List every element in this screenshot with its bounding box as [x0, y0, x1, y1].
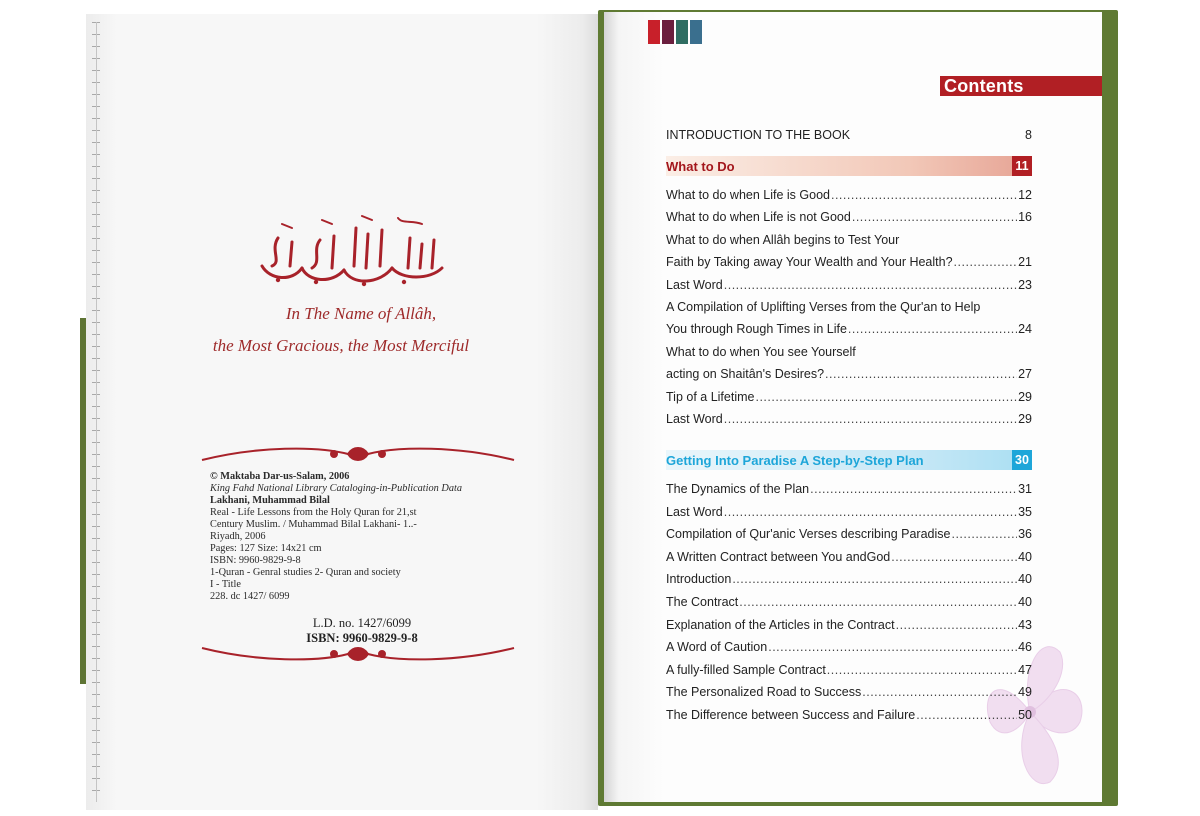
cip-pages: Pages: 127 Size: 14x21 cm [210, 543, 322, 554]
section-2-item-page: 36 [1018, 527, 1032, 542]
section-2-item[interactable] [666, 595, 1032, 613]
section-2-item-title: The Dynamics of the Plan [666, 482, 810, 496]
section-1-item-title: Last Word [666, 277, 723, 292]
section-2-item-page: 35 [1018, 504, 1032, 519]
section-1-item[interactable] [666, 255, 1032, 273]
section-2-item-title: The Difference between Success and Failure [666, 708, 916, 722]
cip-copyright: © Maktaba Dar-us-Salam, 2006 [210, 471, 350, 482]
section-1-item-title: What to do when Life is not Good [666, 210, 851, 225]
section-2-item-page: 40 [1018, 549, 1032, 564]
section-2-item-title: A Written Contract between You andGod [666, 549, 891, 564]
binding-line [96, 22, 97, 802]
section-1-item-title: A Compilation of Uplifting Verses from the Qur'an to Help [666, 300, 981, 314]
section-2-item-leader [724, 505, 1017, 519]
cip-title-line-2: Century Muslim. / Muhammad Bilal Lakhani- 1..- [210, 519, 417, 530]
section-1-item[interactable] [666, 322, 1032, 340]
color-tab-2 [662, 20, 674, 44]
section-2-item-leader [916, 708, 1017, 722]
section-1-item-page: 24 [1018, 322, 1032, 337]
cip-isbn: ISBN: 9960-9829-9-8 [210, 555, 301, 566]
section-2-item-page: 31 [1018, 482, 1032, 496]
section-2-item-title: Introduction [666, 572, 732, 587]
section-1-item[interactable] [666, 300, 1032, 318]
cataloging-data [210, 471, 510, 603]
section-2-item-title: The Personalized Road to Success [666, 685, 862, 700]
contents-heading: Contents [944, 76, 1024, 96]
section-2-item-leader [862, 685, 1017, 699]
section-2-page: 30 [1012, 450, 1032, 470]
bismillah-translation [212, 298, 506, 362]
bismillah-line-1: In The Name of Allâh, [285, 304, 437, 323]
toc-intro-page: 8 [1025, 128, 1032, 142]
section-1-item-title: What to do when You see Yourself [666, 344, 856, 359]
section-2-item-page: 49 [1018, 685, 1032, 700]
section-2-item-leader [896, 618, 1017, 632]
section-2-item[interactable] [666, 572, 1032, 590]
cip-author: Lakhani, Muhammad Bilal [210, 495, 330, 506]
section-1-item[interactable] [666, 345, 1032, 363]
section-1-item-page: 21 [1018, 255, 1032, 270]
section-what-to-do[interactable] [666, 156, 1032, 176]
section-1-item[interactable] [666, 278, 1032, 296]
section-2-item-title: Last Word [666, 504, 723, 519]
section-2-item[interactable] [666, 618, 1032, 636]
section-1-item-page: 12 [1018, 188, 1032, 202]
section-2-item-title: Explanation of the Articles in the Contract [666, 617, 895, 632]
section-1-item-leader [724, 412, 1017, 426]
section-2-item[interactable] [666, 505, 1032, 523]
section-1-item[interactable] [666, 390, 1032, 408]
section-2-item-leader [951, 527, 1017, 541]
section-2-title: Getting Into Paradise A Step-by-Step Plan [666, 452, 924, 468]
section-2-item-page: 47 [1018, 662, 1032, 677]
section-2-item-title: The Contract [666, 595, 739, 609]
section-1-item-leader [825, 367, 1017, 381]
section-2-item-page: 40 [1018, 572, 1032, 587]
section-1-item-title: What to do when Allâh begins to Test Your [666, 232, 900, 247]
section-2-item-page: 46 [1018, 640, 1032, 655]
toc-intro-title: INTRODUCTION TO THE BOOK [666, 128, 851, 142]
bismillah-calligraphy [252, 210, 452, 294]
color-tab-1 [648, 20, 660, 44]
cip-library: King Fahd National Library Cataloging-in-Publication Data [210, 483, 462, 494]
isbn-bottom: ISBN: 9960-9829-9-8 [306, 631, 418, 645]
section-2-item[interactable] [666, 550, 1032, 568]
section-1-page: 11 [1012, 156, 1032, 176]
color-tabs [648, 20, 704, 44]
section-1-item-page: 23 [1018, 277, 1032, 292]
section-1-item-title: You through Rough Times in Life [666, 322, 847, 337]
section-1-item-title: Tip of a Lifetime [666, 389, 755, 404]
ornament-divider-bottom [198, 642, 518, 666]
color-tab-4 [690, 20, 702, 44]
section-getting-into-paradise[interactable] [666, 450, 1032, 470]
section-2-item-title: A Word of Caution [666, 640, 768, 655]
section-1-item-leader [831, 188, 1017, 202]
cip-title-tag: I - Title [210, 579, 241, 590]
ld-number: L.D. no. 1427/6099 [312, 616, 412, 630]
section-1-title: What to Do [666, 158, 735, 174]
section-1-item-leader [755, 390, 1017, 404]
section-2-item[interactable] [666, 527, 1032, 545]
section-2-item[interactable] [666, 663, 1032, 681]
bismillah-line-2: the Most Gracious, the Most Merciful [212, 336, 470, 355]
section-1-item-page: 29 [1018, 412, 1032, 426]
left-page [86, 14, 598, 810]
section-2-item-leader [827, 663, 1017, 677]
section-2-item[interactable] [666, 685, 1032, 703]
section-2-item-page: 40 [1018, 595, 1032, 609]
section-1-item-leader [848, 322, 1017, 336]
section-1-item-leader [724, 278, 1017, 292]
section-1-item-page: 27 [1018, 367, 1032, 382]
section-1-item[interactable] [666, 188, 1032, 206]
section-2-item-leader [732, 572, 1017, 586]
section-2-item[interactable] [666, 708, 1032, 726]
toc-intro[interactable] [666, 128, 1032, 146]
section-1-item-leader [954, 255, 1018, 269]
section-2-item-page: 50 [1018, 708, 1032, 722]
section-2-item[interactable] [666, 482, 1032, 500]
section-2-item-leader [891, 550, 1017, 564]
section-1-item[interactable] [666, 367, 1032, 385]
section-1-item-title: Last Word [666, 412, 723, 426]
section-1-item[interactable] [666, 210, 1032, 228]
section-2-item[interactable] [666, 640, 1032, 658]
section-1-item[interactable] [666, 233, 1032, 251]
color-tab-3 [676, 20, 688, 44]
cip-dewey: 228. dc 1427/ 6099 [210, 591, 290, 602]
right-page [604, 12, 1102, 802]
section-1-item-title: Faith by Taking away Your Wealth and Your Health? [666, 255, 953, 270]
cip-place: Riyadh, 2006 [210, 531, 266, 542]
cip-subjects: 1-Quran - Genral studies 2- Quran and society [210, 567, 401, 578]
section-2-item-title: A fully-filled Sample Contract [666, 662, 826, 677]
section-2-item-title: Compilation of Qur'anic Verses describing Paradise [666, 527, 951, 542]
section-1-item-page: 29 [1018, 389, 1032, 404]
cip-title-line-1: Real - Life Lessons from the Holy Quran for 21,st [210, 507, 417, 518]
section-2-item-leader [739, 595, 1017, 609]
section-1-item[interactable] [666, 412, 1032, 430]
section-1-item-leader [852, 210, 1017, 224]
section-2-item-page: 43 [1018, 617, 1032, 632]
section-1-item-title: acting on Shaitân's Desires? [666, 367, 825, 382]
section-1-item-title: What to do when Life is Good [666, 188, 830, 202]
section-2-item-leader [768, 640, 1017, 654]
ornament-divider-top [198, 442, 518, 466]
section-2-item-leader [810, 482, 1017, 496]
section-1-item-page: 16 [1018, 210, 1032, 225]
